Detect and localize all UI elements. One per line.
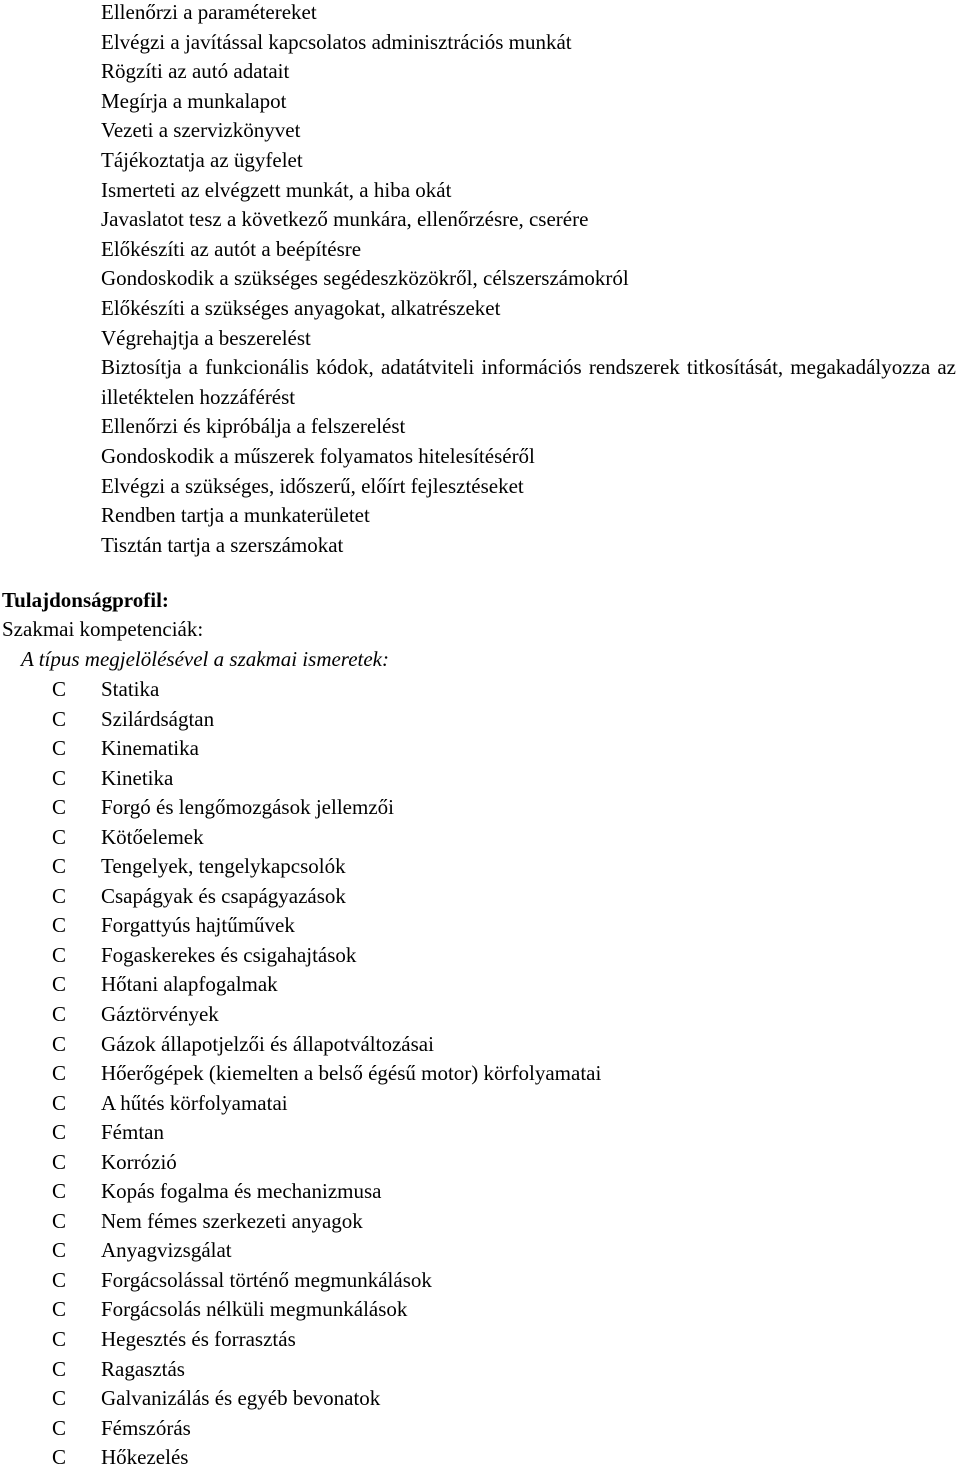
knowledge-item [0, 705, 960, 735]
knowledge-type: C [52, 824, 67, 849]
task-item: Gondoskodik a műszerek folyamatos hitelesítéséről [101, 443, 535, 468]
task-item: Gondoskodik a szükséges segédeszközökről, célszerszámokról [101, 266, 629, 291]
knowledge-type: C [52, 1179, 67, 1204]
knowledge-label: Fogaskerekes és csigahajtások [101, 942, 357, 967]
knowledge-type: C [52, 1415, 67, 1440]
knowledge-item [0, 1236, 960, 1266]
knowledge-label: Fémtan [101, 1120, 164, 1145]
knowledge-label: Kopás fogalma és mechanizmusa [101, 1179, 382, 1204]
knowledge-item [0, 911, 960, 941]
task-item: Megírja a munkalapot [101, 88, 287, 113]
task-item: Biztosítja a funkcionális kódok, adatátviteli információs rendszerek titkosítását, megakadályozza az illetéktelen hozzáférést [101, 355, 956, 409]
knowledge-type: C [52, 1297, 67, 1322]
knowledge-type: C [52, 1208, 67, 1233]
knowledge-label: Forgó és lengőmozgások jellemzői [101, 795, 394, 820]
knowledge-type: C [52, 677, 67, 701]
knowledge-item [0, 1118, 960, 1148]
knowledge-item [0, 823, 960, 853]
task-list [101, 0, 956, 560]
knowledge-list [0, 675, 960, 1473]
profile-heading: Tulajdonságprofil: [2, 588, 169, 612]
task-item: Tájékoztatja az ügyfelet [101, 147, 303, 172]
knowledge-type: C [52, 1327, 67, 1352]
task-item: Vezeti a szervizkönyvet [101, 118, 301, 143]
knowledge-item [0, 1030, 960, 1060]
knowledge-label: Forgácsolással történő megmunkálások [101, 1267, 432, 1292]
knowledge-item [0, 941, 960, 971]
knowledge-item [0, 1384, 960, 1414]
task-item: Rendben tartja a munkaterületet [101, 503, 370, 528]
knowledge-type: C [52, 1445, 67, 1470]
knowledge-item [0, 1059, 960, 1089]
knowledge-type: C [52, 1002, 67, 1027]
task-item: Végrehajtja a beszerelést [101, 325, 311, 350]
knowledge-label: Kinematika [101, 736, 199, 761]
knowledge-item [0, 882, 960, 912]
task-item: Ellenőrzi a paramétereket [101, 0, 317, 24]
task-item: Tisztán tartja a szerszámokat [101, 532, 344, 557]
knowledge-label: Anyagvizsgálat [101, 1238, 232, 1263]
knowledge-type: C [52, 1238, 67, 1263]
knowledge-label: Szilárdságtan [101, 706, 215, 731]
knowledge-item [0, 793, 960, 823]
knowledge-item [0, 1000, 960, 1030]
knowledge-item [0, 1355, 960, 1385]
knowledge-item [0, 1177, 960, 1207]
task-item: Ismerteti az elvégzett munkát, a hiba okát [101, 177, 452, 202]
task-item: Rögzíti az autó adatait [101, 59, 290, 84]
knowledge-label: Kinetika [101, 765, 174, 790]
knowledge-item [0, 675, 960, 705]
task-item: Elvégzi a szükséges, időszerű, előírt fejlesztéseket [101, 473, 524, 498]
knowledge-label: Hegesztés és forrasztás [101, 1327, 296, 1352]
knowledge-label: Fémszórás [101, 1415, 191, 1440]
knowledge-item [0, 1089, 960, 1119]
knowledge-type: C [52, 736, 67, 761]
knowledge-type: C [52, 854, 67, 879]
knowledge-item [0, 1325, 960, 1355]
knowledge-item [0, 1148, 960, 1178]
knowledge-item [0, 970, 960, 1000]
knowledge-type: C [52, 1031, 67, 1056]
task-item: Előkészíti a szükséges anyagokat, alkatrészeket [101, 295, 501, 320]
knowledge-type: C [52, 1386, 67, 1411]
knowledge-label: Gáztörvények [101, 1002, 219, 1027]
knowledge-type: C [52, 1120, 67, 1145]
competence-label: Szakmai kompetenciák: [2, 617, 204, 641]
task-item: Elvégzi a javítással kapcsolatos adminisztrációs munkát [101, 29, 572, 54]
knowledge-type: C [52, 765, 67, 790]
knowledge-label: Statika [101, 677, 160, 701]
knowledge-item [0, 852, 960, 882]
knowledge-type: C [52, 1149, 67, 1174]
knowledge-type: C [52, 795, 67, 820]
knowledge-type: C [52, 913, 67, 938]
knowledge-type: C [52, 706, 67, 731]
knowledge-label: Tengelyek, tengelykapcsolók [101, 854, 346, 879]
knowledge-label: Hőtani alapfogalmak [101, 972, 278, 997]
knowledge-item [0, 1295, 960, 1325]
knowledge-item [0, 764, 960, 794]
knowledge-type: C [52, 1061, 67, 1086]
knowledge-type: C [52, 883, 67, 908]
knowledge-label: Kötőelemek [101, 824, 204, 849]
knowledge-label: Ragasztás [101, 1356, 185, 1381]
task-item: Javaslatot tesz a következő munkára, ellenőrzésre, cserére [101, 207, 589, 232]
knowledge-type: C [52, 1267, 67, 1292]
knowledge-label: Nem fémes szerkezeti anyagok [101, 1208, 363, 1233]
knowledge-type: C [52, 1356, 67, 1381]
task-item: Előkészíti az autót a beépítésre [101, 236, 362, 261]
knowledge-type: C [52, 942, 67, 967]
knowledge-label: Hőkezelés [101, 1445, 189, 1470]
knowledge-label: Gázok állapotjelzői és állapotváltozásai [101, 1031, 434, 1056]
knowledge-item [0, 1266, 960, 1296]
knowledge-item [0, 1443, 960, 1473]
knowledge-type: C [52, 1090, 67, 1115]
knowledge-label: Galvanizálás és egyéb bevonatok [101, 1386, 381, 1411]
knowledge-type: C [52, 972, 67, 997]
knowledge-label: Korrózió [101, 1149, 177, 1174]
knowledge-label: Forgácsolás nélküli megmunkálások [101, 1297, 408, 1322]
type-intro: A típus megjelölésével a szakmai ismeretek: [21, 647, 389, 671]
knowledge-label: A hűtés körfolyamatai [101, 1090, 288, 1115]
knowledge-label: Hőerőgépek (kiemelten a belső égésű motor) körfolyamatai [101, 1061, 602, 1086]
knowledge-item [0, 1207, 960, 1237]
knowledge-label: Csapágyak és csapágyazások [101, 883, 346, 908]
task-item: Ellenőrzi és kipróbálja a felszerelést [101, 414, 406, 439]
knowledge-item [0, 1414, 960, 1444]
knowledge-label: Forgattyús hajtűművek [101, 913, 295, 938]
knowledge-item [0, 734, 960, 764]
